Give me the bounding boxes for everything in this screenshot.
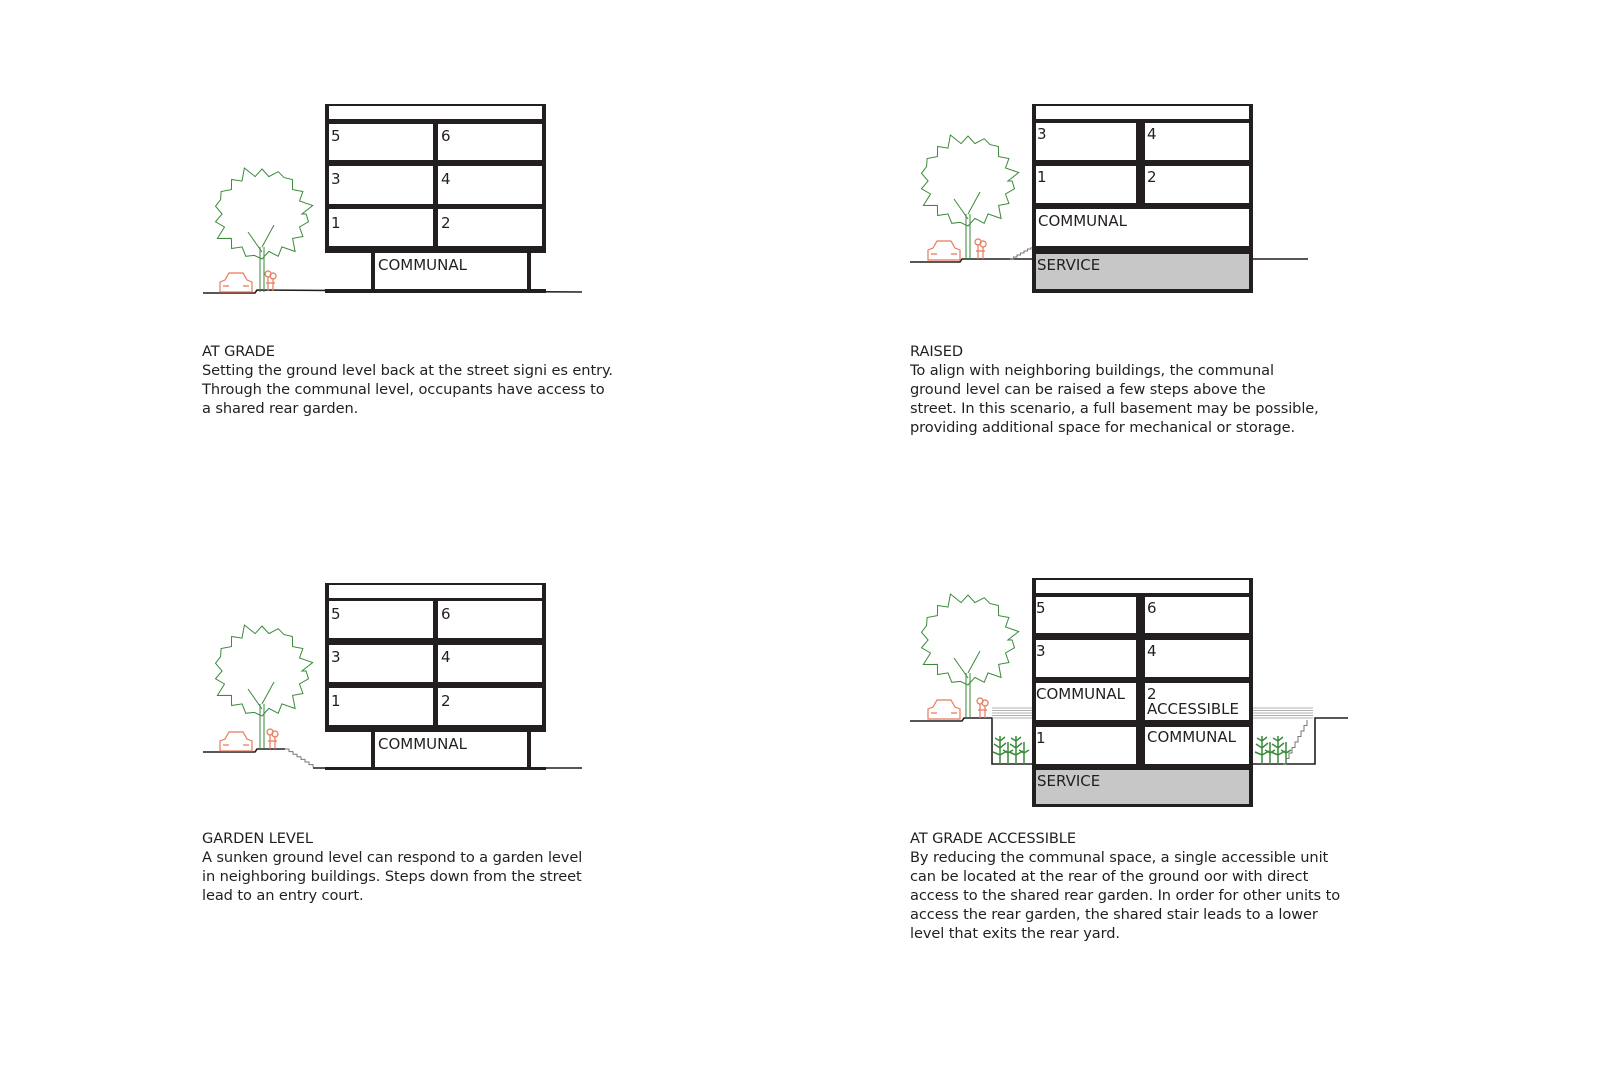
column	[527, 253, 531, 290]
tree-icon	[216, 168, 313, 259]
unit-cell	[329, 124, 433, 160]
column	[371, 732, 375, 769]
tree-icon	[922, 135, 1019, 226]
stairs	[285, 749, 313, 767]
caption-line: access to the shared rear garden. In order for other units to	[910, 887, 1341, 904]
unit-cell	[1036, 727, 1136, 764]
unit-cell	[438, 601, 542, 638]
car-icon	[928, 700, 960, 719]
unit-cell	[329, 688, 433, 725]
roof-parapet	[329, 585, 542, 598]
roof-parapet	[1036, 106, 1249, 119]
car-icon	[928, 241, 960, 260]
stairs	[1010, 247, 1031, 259]
caption-raised	[910, 342, 1380, 437]
tree-icon	[922, 594, 1019, 685]
unit-label: 1	[1036, 729, 1046, 747]
unit-label: 3	[1037, 125, 1047, 143]
unit-label: 6	[1147, 599, 1157, 617]
unit-cell	[438, 166, 542, 204]
unit-cell	[329, 601, 433, 638]
unit-label: 5	[331, 605, 341, 623]
caption-line: Setting the ground level back at the street signi es entry.	[202, 362, 613, 379]
unit-cell	[329, 645, 433, 682]
unit-label: 2	[441, 214, 451, 232]
plant-icon	[1255, 736, 1275, 764]
unit-cell	[438, 124, 542, 160]
caption-line: lead to an entry court.	[202, 887, 364, 904]
caption-title: RAISED	[910, 343, 963, 360]
unit-label: 1	[1037, 168, 1047, 186]
communal-label: COMMUNAL	[1147, 728, 1236, 746]
unit-label: 1	[331, 692, 341, 710]
unit-cell	[329, 166, 433, 204]
roof-parapet	[329, 106, 542, 119]
unit-cell	[1145, 166, 1249, 203]
caption-line: access the rear garden, the shared stair leads to a lower	[910, 906, 1318, 923]
caption-line: level that exits the rear yard.	[910, 925, 1120, 942]
service-label: SERVICE	[1037, 772, 1101, 790]
unit-cell	[438, 209, 542, 246]
unit-label: 3	[331, 648, 341, 666]
unit-label: 1	[331, 214, 341, 232]
caption-garden-level	[202, 829, 672, 905]
communal-label: COMMUNAL	[378, 256, 467, 274]
unit-cell	[329, 209, 433, 246]
unit-label: 4	[441, 170, 451, 188]
roof-parapet	[1036, 580, 1249, 593]
car-icon	[220, 732, 252, 751]
ground-line	[1253, 718, 1348, 764]
caption-at-grade-accessible	[910, 829, 1380, 943]
accessible-label: ACCESSIBLE	[1147, 700, 1240, 718]
caption-title: AT GRADE ACCESSIBLE	[910, 830, 1076, 847]
unit-cell	[438, 645, 542, 682]
people-icon	[265, 271, 276, 291]
column	[527, 732, 531, 769]
unit-label: 4	[1147, 642, 1157, 660]
unit-label: 4	[1147, 125, 1157, 143]
unit-label: 3	[331, 170, 341, 188]
unit-label: 6	[441, 605, 451, 623]
unit-cell	[1036, 640, 1136, 677]
communal-label: COMMUNAL	[1038, 212, 1127, 230]
tree-icon	[216, 625, 313, 716]
caption-at-grade	[202, 342, 672, 418]
caption-line: Through the communal level, occupants have access to	[202, 381, 605, 398]
car-icon	[220, 273, 252, 292]
caption-line: providing additional space for mechanical or storage.	[910, 419, 1296, 436]
unit-label: 5	[1036, 599, 1046, 617]
caption-line: A sunken ground level can respond to a garden level	[202, 849, 583, 866]
caption-line: street. In this scenario, a full basement may be possible,	[910, 400, 1319, 417]
caption-title: GARDEN LEVEL	[202, 830, 313, 847]
communal-label: COMMUNAL	[378, 735, 467, 753]
communal-label: COMMUNAL	[1036, 685, 1125, 703]
caption-line: a shared rear garden.	[202, 400, 359, 417]
unit-label: 2	[1147, 168, 1157, 186]
unit-cell	[1145, 640, 1249, 677]
unit-label: 6	[441, 127, 451, 145]
unit-cell	[1145, 597, 1249, 633]
unit-label: 4	[441, 648, 451, 666]
people-icon	[267, 729, 278, 749]
unit-cell	[1036, 597, 1136, 633]
unit-label: 3	[1036, 642, 1046, 660]
unit-cell	[1036, 123, 1136, 160]
caption-title: AT GRADE	[202, 343, 275, 360]
people-icon	[975, 239, 986, 259]
unit-label: 5	[331, 127, 341, 145]
unit-cell	[1036, 166, 1136, 203]
service-label: SERVICE	[1037, 256, 1101, 274]
caption-line: To align with neighboring buildings, the communal	[910, 362, 1274, 379]
unit-cell	[1145, 123, 1249, 160]
column	[371, 253, 375, 290]
plant-icon	[993, 736, 1013, 764]
caption-line: ground level can be raised a few steps above the	[910, 381, 1266, 398]
caption-line: in neighboring buildings. Steps down from the street	[202, 868, 582, 885]
caption-line: can be located at the rear of the ground oor with direct	[910, 868, 1309, 885]
unit-label: 2	[1147, 685, 1157, 703]
unit-cell	[438, 688, 542, 725]
people-icon	[977, 698, 988, 718]
ground-line	[910, 718, 1032, 764]
caption-line: By reducing the communal space, a single accessible unit	[910, 849, 1329, 866]
unit-label: 2	[441, 692, 451, 710]
